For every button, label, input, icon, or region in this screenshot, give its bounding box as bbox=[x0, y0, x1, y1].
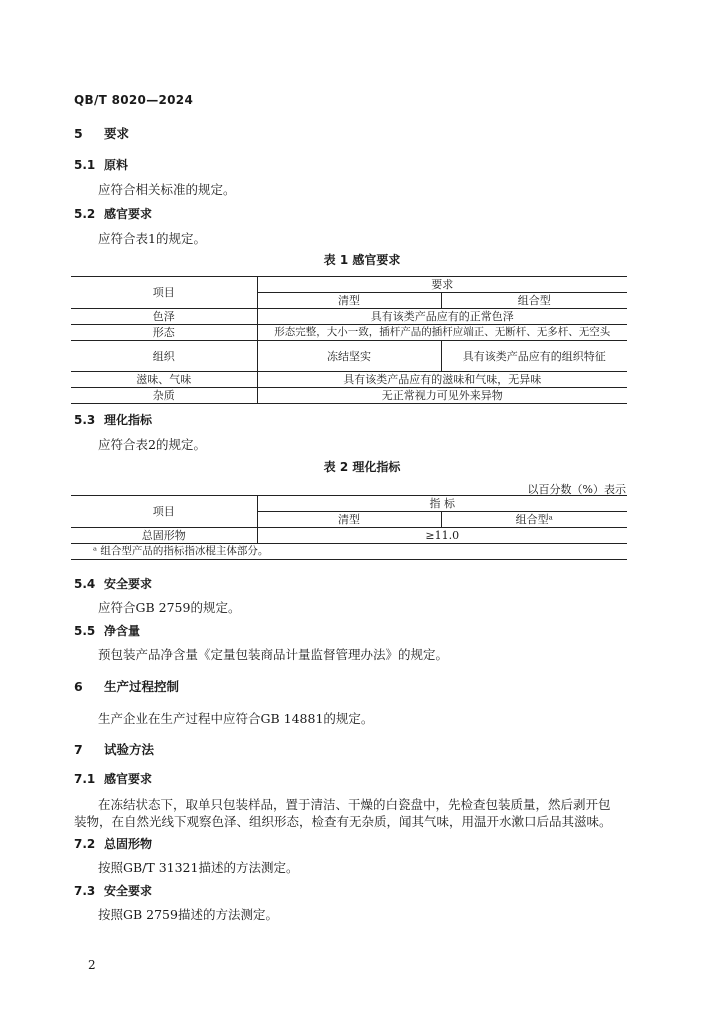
section-number: 7.3 bbox=[74, 884, 96, 898]
standard-code: QB/T 8020—2024 bbox=[74, 93, 194, 107]
table-2 bbox=[71, 495, 627, 560]
table-cell-value: 无正常视力可见外来异物 bbox=[257, 388, 627, 404]
section-7-2-text: 按照GB/T 31321描述的方法测定。 bbox=[98, 860, 299, 875]
section-number: 7 bbox=[74, 742, 83, 757]
section-number: 7.2 bbox=[74, 837, 96, 851]
table-cell-value: 形态完整，大小一致，插杆产品的插杆应端正、无断杆、无多杆、无空头 bbox=[257, 325, 627, 341]
table-row bbox=[71, 325, 627, 341]
table-header-index: 指 标 bbox=[257, 496, 627, 512]
table-header-item: 项目 bbox=[71, 277, 257, 309]
section-number: 6 bbox=[74, 679, 83, 694]
section-5-5-text: 预包装产品净含量《定量包装商品计量监督管理办法》的规定。 bbox=[98, 647, 449, 662]
table-cell-item: 滋味、气味 bbox=[71, 372, 257, 388]
section-number: 7.1 bbox=[74, 772, 96, 786]
section-title: 要求 bbox=[104, 126, 130, 141]
section-7-1-heading bbox=[74, 770, 152, 787]
table-header-requirement: 要求 bbox=[257, 277, 627, 293]
table-cell-item: 总固形物 bbox=[71, 528, 257, 544]
section-7-1-text-line-1: 在冻结状态下，取单只包装样品，置于清洁、干燥的白瓷盘中，先检查包装质量，然后剥开包 bbox=[98, 797, 611, 812]
section-title: 感官要求 bbox=[104, 207, 153, 221]
section-title: 安全要求 bbox=[104, 577, 153, 591]
section-title: 净含量 bbox=[104, 624, 141, 638]
table-header-clear: 清型 bbox=[257, 512, 441, 528]
table-cell-item: 色泽 bbox=[71, 309, 257, 325]
section-5-3-heading bbox=[74, 411, 152, 428]
table-1-caption: 表 1 感官要求 bbox=[323, 253, 401, 267]
section-number: 5 bbox=[74, 126, 83, 141]
section-6-heading bbox=[74, 677, 179, 695]
section-title: 感官要求 bbox=[104, 772, 153, 786]
section-5-5-heading bbox=[74, 622, 140, 639]
table-cell-item: 形态 bbox=[71, 325, 257, 341]
section-6-text: 生产企业在生产过程中应符合GB 14881的规定。 bbox=[98, 711, 374, 726]
section-5-1-text: 应符合相关标准的规定。 bbox=[98, 182, 236, 197]
table-cell-value: 具有该类产品应有的正常色泽 bbox=[257, 309, 627, 325]
section-5-heading bbox=[74, 124, 129, 142]
section-title: 原料 bbox=[104, 158, 129, 172]
table-row bbox=[71, 341, 627, 372]
section-number: 5.2 bbox=[74, 207, 96, 221]
table-note-row bbox=[71, 544, 627, 560]
section-5-2-heading bbox=[74, 205, 152, 222]
page-number: 2 bbox=[88, 958, 96, 972]
section-7-1-text-line-2: 装物，在自然光线下观察色泽、组织形态，检查有无杂质，闻其气味，用温开水漱口后品其滋味。 bbox=[74, 814, 612, 829]
table-cell-clear: 冻结坚实 bbox=[257, 341, 441, 372]
table-cell-item: 组织 bbox=[71, 341, 257, 372]
table-header-clear: 清型 bbox=[257, 293, 441, 309]
section-5-4-heading bbox=[74, 575, 152, 592]
table-header-combo: 组合型ᵃ bbox=[441, 512, 627, 528]
section-title: 生产过程控制 bbox=[104, 679, 180, 694]
table-cell-value: ≥11.0 bbox=[257, 528, 627, 544]
table-header-item: 项目 bbox=[71, 496, 257, 528]
section-7-2-heading bbox=[74, 835, 152, 852]
section-5-2-text: 应符合表1的规定。 bbox=[98, 231, 206, 246]
table-row bbox=[71, 372, 627, 388]
section-number: 5.5 bbox=[74, 624, 96, 638]
section-5-3-text: 应符合表2的规定。 bbox=[98, 437, 206, 452]
section-title: 理化指标 bbox=[104, 413, 153, 427]
section-5-1-heading bbox=[74, 156, 128, 173]
table-row bbox=[71, 309, 627, 325]
table-cell-value: 具有该类产品应有的滋味和气味，无异味 bbox=[257, 372, 627, 388]
table-cell-combo: 具有该类产品应有的组织特征 bbox=[441, 341, 627, 372]
table-2-unit: 以百分数（%）表示 bbox=[527, 483, 626, 496]
table-2-caption: 表 2 理化指标 bbox=[323, 460, 401, 474]
table-row bbox=[71, 528, 627, 544]
section-title: 安全要求 bbox=[104, 884, 153, 898]
section-number: 5.1 bbox=[74, 158, 96, 172]
table-row bbox=[71, 388, 627, 404]
table-header-combo: 组合型 bbox=[441, 293, 627, 309]
section-title: 总固形物 bbox=[104, 837, 153, 851]
section-7-3-heading bbox=[74, 882, 152, 899]
section-number: 5.4 bbox=[74, 577, 96, 591]
section-7-3-text: 按照GB 2759描述的方法测定。 bbox=[98, 907, 278, 922]
section-number: 5.3 bbox=[74, 413, 96, 427]
section-7-heading bbox=[74, 740, 154, 758]
table-1 bbox=[71, 276, 627, 404]
table-cell-item: 杂质 bbox=[71, 388, 257, 404]
section-title: 试验方法 bbox=[104, 742, 155, 757]
section-5-4-text: 应符合GB 2759的规定。 bbox=[98, 600, 241, 615]
table-footnote: ᵃ 组合型产品的指标指冰棍主体部分。 bbox=[71, 544, 627, 560]
